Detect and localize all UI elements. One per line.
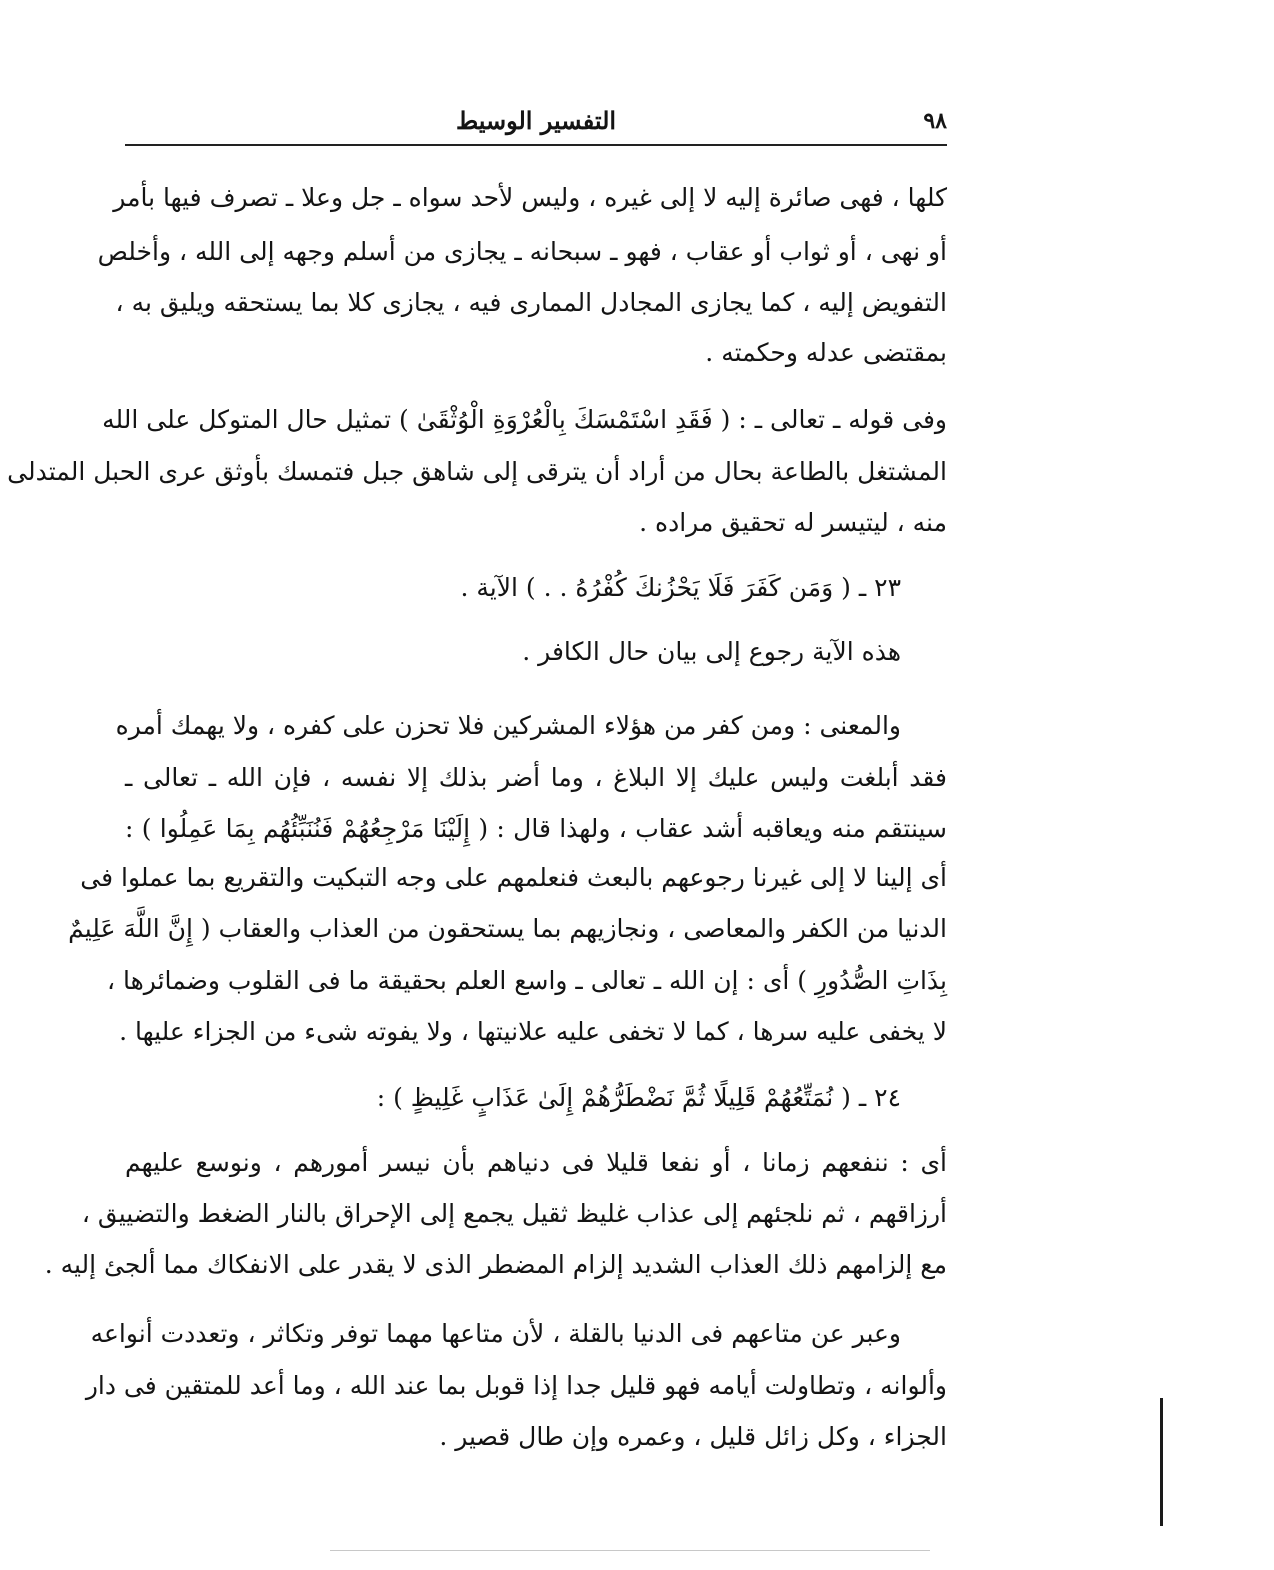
text-line: وعبر عن متاعهم فى الدنيا بالقلة ، لأن متاعها مهما توفر وتكاثر ، وتعددت أنواعه	[90, 1319, 901, 1348]
text-line: وألوانه ، وتطاولت أيامه فهو قليل جدا إذا قوبل بما عند الله ، وما أعد للمتقين فى دار	[85, 1371, 947, 1400]
scan-margin-mark	[1160, 1398, 1163, 1526]
verse-heading: ٢٣ ـ ( وَمَن كَفَرَ فَلَا يَحْزُنكَ كُفْرُهُ . . ) الآية .	[460, 573, 901, 602]
text-line: بِذَاتِ الصُّدُورِ ) أى : إن الله ـ تعالى ـ واسع العلم بحقيقة ما فى القلوب وضمائرها ،	[106, 966, 947, 995]
text-line: وفى قوله ـ تعالى ـ : ( فَقَدِ اسْتَمْسَكَ بِالْعُرْوَةِ الْوُثْقَىٰ ) تمثيل حال المتوكل على الله	[102, 405, 947, 434]
page-header	[125, 104, 947, 146]
text-line: منه ، ليتيسر له تحقيق مراده .	[639, 508, 947, 537]
intro-line: هذه الآية رجوع إلى بيان حال الكافر .	[522, 637, 901, 666]
text-line: لا يخفى عليه سرها ، كما لا تخفى عليه علانيتها ، ولا يفوته شىء من الجزاء عليها .	[119, 1017, 947, 1046]
running-title: التفسير الوسيط	[455, 106, 617, 135]
text-line: والمعنى : ومن كفر من هؤلاء المشركين فلا تحزن على كفره ، ولا يهمك أمره	[115, 711, 901, 740]
text-line: فقد أبلغت وليس عليك إلا البلاغ ، وما أضر بذلك إلا نفسه ، فإن الله ـ تعالى ـ	[125, 763, 947, 792]
page-number: ٩٨	[923, 108, 947, 134]
text-line: الجزاء ، وكل زائل قليل ، وعمره وإن طال قصير .	[439, 1422, 947, 1451]
text-line: الدنيا من الكفر والمعاصى ، ونجازيهم بما يستحقون من العذاب والعقاب ( إِنَّ اللَّهَ عَلِيمٌ	[68, 914, 947, 943]
text-line: أرزاقهم ، ثم نلجئهم إلى عذاب غليظ ثقيل يجمع إلى الإحراق بالنار الضغط والتضييق ،	[81, 1199, 947, 1228]
text-line: بمقتضى عدله وحكمته .	[705, 338, 947, 367]
scan-bottom-rule	[330, 1550, 930, 1551]
verse-heading: ٢٤ ـ ( نُمَتِّعُهُمْ قَلِيلًا ثُمَّ نَضْطَرُّهُمْ إِلَىٰ عَذَابٍ غَلِيظٍ ) :	[376, 1083, 901, 1112]
text-line: مع إلزامهم ذلك العذاب الشديد إلزام المضطر الذى لا يقدر على الانفكاك مما ألجئ إليه .	[44, 1250, 947, 1279]
text-line: أى إلينا لا إلى غيرنا رجوعهم بالبعث فنعلمهم على وجه التبكيت والتقريع بما عملوا فى	[80, 863, 947, 892]
text-line: المشتغل بالطاعة بحال من أراد أن يترقى إلى شاهق جبل فتمسك بأوثق عرى الحبل المتدلى	[7, 457, 947, 486]
text-line: أى : ننفعهم زمانا ، أو نفعا قليلا فى دنياهم بأن نيسر أمورهم ، ونوسع عليهم	[125, 1148, 947, 1177]
text-line: التفويض إليه ، كما يجازى المجادل الممارى فيه ، يجازى كلا بما يستحقه ويليق به ،	[115, 288, 947, 317]
text-line: كلها ، فهى صائرة إليه لا إلى غيره ، وليس لأحد سواه ـ جل وعلا ـ تصرف فيها بأمر	[113, 183, 947, 212]
text-line: أو نهى ، أو ثواب أو عقاب ، فهو ـ سبحانه ـ يجازى من أسلم وجهه إلى الله ، وأخلص	[97, 237, 947, 266]
text-line: سينتقم منه ويعاقبه أشد عقاب ، ولهذا قال : ( إِلَيْنَا مَرْجِعُهُمْ فَنُنَبِّئُهُم بِمَا عَمِلُوا ) :	[125, 814, 947, 843]
